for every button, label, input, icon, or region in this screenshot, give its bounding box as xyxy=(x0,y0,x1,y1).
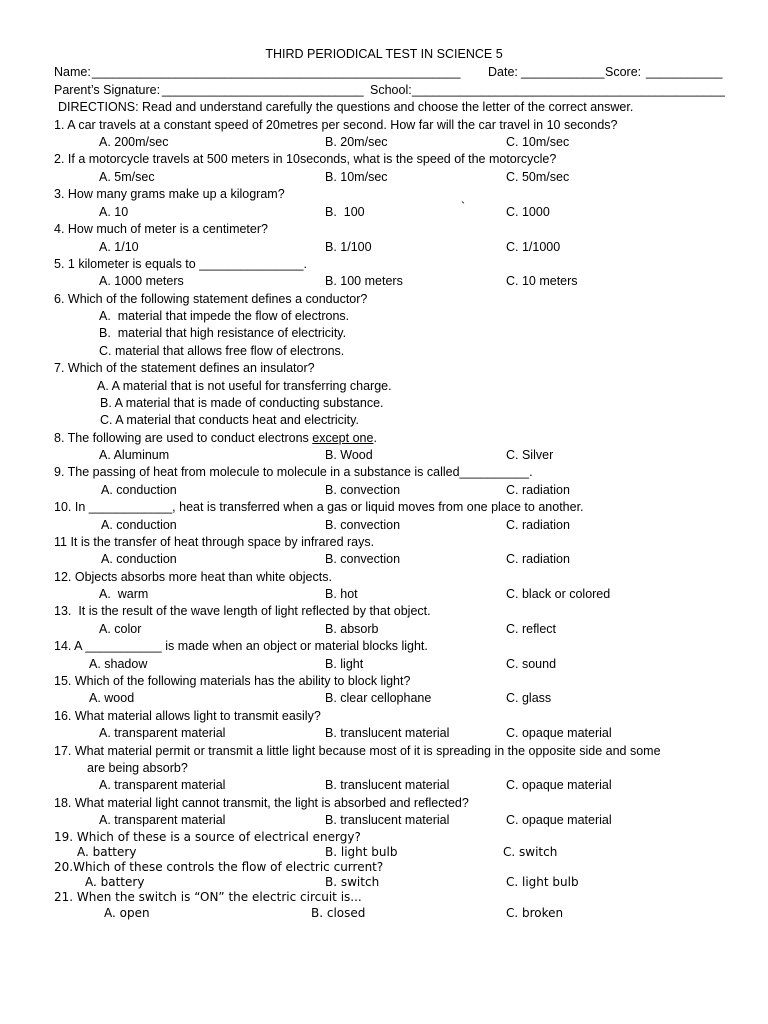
question-19: 19. Which of these is a source of electrical energy? xyxy=(54,830,361,844)
question-2: 2. If a motorcycle travels at 500 meters in 10seconds, what is the speed of the motorcycle? xyxy=(54,152,557,166)
q18-option-a: A. transparent material xyxy=(99,813,226,827)
test-title: THIRD PERIODICAL TEST IN SCIENCE 5 xyxy=(265,47,503,61)
question-11: 11 It is the transfer of heat through space by infrared rays. xyxy=(54,535,375,549)
q7-option-b: B. A material that is made of conducting substance. xyxy=(100,396,384,410)
q13-option-c: C. reflect xyxy=(506,622,557,636)
question-13: 13. It is the result of the wave length of light reflected by that object. xyxy=(54,604,431,618)
question-8 xyxy=(54,431,377,446)
stray-mark: ` xyxy=(461,200,466,214)
q21-option-a: A. open xyxy=(104,906,150,920)
question-10: 10. In ____________, heat is transferred when a gas or liquid moves from one place to another. xyxy=(54,500,584,514)
q2-option-a: A. 5m/sec xyxy=(99,170,155,184)
q9-option-b: B. convection xyxy=(325,483,401,497)
q6-option-a: A. material that impede the flow of electrons. xyxy=(99,309,350,323)
q11-option-a: A. conduction xyxy=(101,552,177,566)
q20-option-b: B. switch xyxy=(325,875,380,889)
question-1: 1. A car travels at a constant speed of 20metres per second. How far will the car travel in 10 seconds? xyxy=(54,118,618,132)
question-5: 5. 1 kilometer is equals to _______________. xyxy=(54,257,307,271)
q3-option-a: A. 10 xyxy=(99,205,129,219)
q1-option-c: C. 10m/sec xyxy=(506,135,570,149)
question-3: 3. How many grams make up a kilogram? xyxy=(54,187,285,201)
q14-option-a: A. shadow xyxy=(89,657,148,671)
question-17: 17. What material permit or transmit a little light because most of it is spreading in the opposite side and some xyxy=(54,744,661,758)
q5-option-b: B. 100 meters xyxy=(325,274,403,288)
q10-option-a: A. conduction xyxy=(101,518,177,532)
q15-option-a: A. wood xyxy=(89,691,135,705)
q4-option-a: A. 1/10 xyxy=(99,240,139,254)
q8-period: . xyxy=(373,431,377,445)
q19-option-b: B. light bulb xyxy=(325,845,398,859)
q8-option-a: A. Aluminum xyxy=(99,448,170,462)
q8-option-b: B. Wood xyxy=(325,448,373,462)
q15-option-c: C. glass xyxy=(506,691,552,705)
q17-option-b: B. translucent material xyxy=(325,778,450,792)
question-15: 15. Which of the following materials has the ability to block light? xyxy=(54,674,411,688)
question-17-continued: are being absorb? xyxy=(87,761,188,775)
question-20: 20.Which of these controls the flow of electric current? xyxy=(54,860,384,874)
q20-option-a: A. battery xyxy=(85,875,145,889)
q17-option-a: A. transparent material xyxy=(99,778,226,792)
q2-option-b: B. 10m/sec xyxy=(325,170,388,184)
question-21: 21. When the switch is “ON” the electric circuit is... xyxy=(54,890,362,904)
q14-option-b: B. light xyxy=(325,657,364,671)
question-16: 16. What material allows light to transmit easily? xyxy=(54,709,321,723)
q8-option-c: C. Silver xyxy=(506,448,554,462)
question-14: 14. A ___________ is made when an object or material blocks light. xyxy=(54,639,428,653)
q16-option-b: B. translucent material xyxy=(325,726,450,740)
school-label: School: xyxy=(370,83,412,97)
directions: DIRECTIONS: Read and understand carefully the questions and choose the letter of the correct answer. xyxy=(58,100,634,114)
q21-option-b: B. closed xyxy=(311,906,366,920)
q6-option-c: C. material that allows free flow of electrons. xyxy=(99,344,345,358)
question-9: 9. The passing of heat from molecule to molecule in a substance is called__________. xyxy=(54,465,533,479)
q4-option-c: C. 1/1000 xyxy=(506,240,561,254)
question-18: 18. What material light cannot transmit, the light is absorbed and reflected? xyxy=(54,796,469,810)
q18-option-c: C. opaque material xyxy=(506,813,612,827)
q1-option-a: A. 200m/sec xyxy=(99,135,169,149)
score-label: Score: xyxy=(605,65,642,79)
name-line: _____________________________________________________ xyxy=(92,65,461,79)
q13-option-a: A. color xyxy=(99,622,142,636)
q1-option-b: B. 20m/sec xyxy=(325,135,388,149)
q3-option-b: B. 100 xyxy=(325,205,365,219)
q6-option-b: B. material that high resistance of electricity. xyxy=(99,326,347,340)
q11-option-c: C. radiation xyxy=(506,552,570,566)
question-12: 12. Objects absorbs more heat than white objects. xyxy=(54,570,332,584)
q12-option-a: A. warm xyxy=(99,587,149,601)
q8-text: 8. The following are used to conduct electrons xyxy=(54,431,313,445)
q20-option-c: C. light bulb xyxy=(506,875,579,889)
q9-option-c: C. radiation xyxy=(506,483,570,497)
q10-option-c: C. radiation xyxy=(506,518,570,532)
q13-option-b: B. absorb xyxy=(325,622,379,636)
q18-option-b: B. translucent material xyxy=(325,813,450,827)
q14-option-c: C. sound xyxy=(506,657,557,671)
q17-option-c: C. opaque material xyxy=(506,778,612,792)
q5-option-c: C. 10 meters xyxy=(506,274,578,288)
q5-option-a: A. 1000 meters xyxy=(99,274,184,288)
parent-signature-label: Parent’s Signature: xyxy=(54,83,161,97)
parent-signature-line: _____________________________ xyxy=(162,83,364,97)
q19-option-c: C. switch xyxy=(503,845,558,859)
question-7: 7. Which of the statement defines an insulator? xyxy=(54,361,315,375)
q16-option-a: A. transparent material xyxy=(99,726,226,740)
q3-option-c: C. 1000 xyxy=(506,205,550,219)
score-line: ___________ xyxy=(646,65,723,79)
q12-option-b: B. hot xyxy=(325,587,358,601)
q21-option-c: C. broken xyxy=(506,906,564,920)
date-label: Date: xyxy=(488,65,518,79)
q12-option-c: C. black or colored xyxy=(506,587,611,601)
q11-option-b: B. convection xyxy=(325,552,401,566)
q9-option-a: A. conduction xyxy=(101,483,177,497)
q7-option-c: C. A material that conducts heat and electricity. xyxy=(100,413,359,427)
q2-option-c: C. 50m/sec xyxy=(506,170,570,184)
q8-emphasis: except one xyxy=(312,431,374,445)
name-label: Name: xyxy=(54,65,91,79)
date-line: ____________ xyxy=(521,65,605,79)
q16-option-c: C. opaque material xyxy=(506,726,612,740)
q15-option-b: B. clear cellophane xyxy=(325,691,432,705)
q10-option-b: B. convection xyxy=(325,518,401,532)
q7-option-a: A. A material that is not useful for transferring charge. xyxy=(97,379,392,393)
school-line: _____________________________________________ xyxy=(412,83,725,97)
q19-option-a: A. battery xyxy=(77,845,137,859)
q4-option-b: B. 1/100 xyxy=(325,240,372,254)
question-6: 6. Which of the following statement defines a conductor? xyxy=(54,292,368,306)
question-4: 4. How much of meter is a centimeter? xyxy=(54,222,268,236)
